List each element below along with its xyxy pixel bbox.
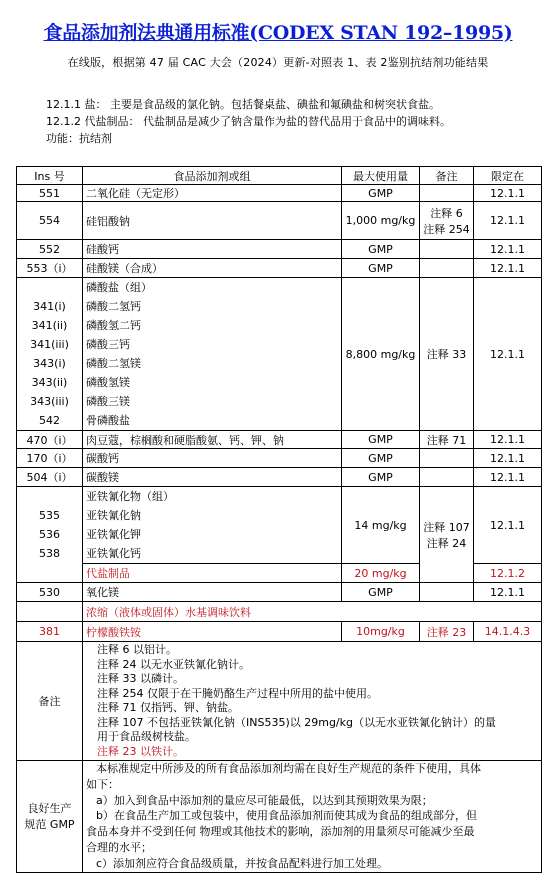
ins-code: 343(i) — [33, 357, 66, 370]
notes-row — [17, 642, 542, 761]
table-row-citrate — [17, 622, 542, 642]
max-cell: GMP — [342, 449, 420, 468]
name-cell: 硅酸钙 — [83, 240, 342, 259]
ins-code: 341(i) — [33, 300, 66, 313]
table-row — [17, 185, 542, 202]
max-cell: 14 mg/kg — [342, 487, 420, 564]
limit-cell: 12.1.1 — [474, 202, 542, 240]
limit-cell: 12.1.1 — [474, 240, 542, 259]
note-cell — [420, 583, 474, 602]
limit-cell: 12.1.1 — [474, 583, 542, 602]
gmp-line: 食品本身并不受到任何 物理或其他技术的影响，添加剂的用量须尽可能减少至最 — [86, 825, 475, 839]
ins-code: 341(ii) — [31, 319, 68, 332]
header-note: 备注 — [420, 167, 474, 185]
additives-table — [16, 166, 542, 873]
note-line: 注释 254 — [423, 222, 470, 236]
note-line: 注释 33 以磷计。 — [97, 672, 184, 685]
note-cell — [420, 449, 474, 468]
ins-cell — [17, 278, 83, 431]
ins-cell: 530 — [17, 583, 83, 602]
max-cell: GMP — [342, 259, 420, 278]
ins-cell: 381 — [17, 622, 83, 642]
additive-name: 磷酸三钙 — [86, 338, 130, 351]
note-line: 注释 6 — [430, 206, 463, 220]
name-cell: 硅铝酸钠 — [83, 202, 342, 240]
limit-cell: 12.1.1 — [474, 449, 542, 468]
header-name: 食品添加剂或组 — [83, 167, 342, 185]
max-cell: GMP — [342, 431, 420, 449]
additive-name: 磷酸二氢镁 — [86, 357, 141, 370]
ins-cell: 504（i） — [17, 468, 83, 487]
gmp-label-line: 良好生产 — [27, 802, 72, 816]
additive-name: 亚铁氰化钾 — [86, 528, 141, 541]
max-cell: 8,800 mg/kg — [342, 278, 420, 431]
name-cell: 硅酸镁（合成） — [83, 259, 342, 278]
note-cell — [420, 240, 474, 259]
additive-name: 骨磷酸盐 — [86, 414, 130, 427]
max-cell: GMP — [342, 240, 420, 259]
additive-name: 磷酸氢二钙 — [86, 319, 141, 332]
table-row-ferrocyanides — [17, 487, 542, 564]
note-line: 注释 24 以无水亚铁氰化钠计。 — [97, 657, 250, 671]
gmp-line: b）在食品生产加工或包装中，使用食品添加剂而使其成为食品的组成部分，但 — [96, 809, 477, 823]
ins-cell: 554 — [17, 202, 83, 240]
ins-code: 535 — [39, 509, 60, 522]
ins-cell: 553（i） — [17, 259, 83, 278]
notes-label: 备注 — [17, 642, 83, 761]
header-limit: 限定在 — [474, 167, 542, 185]
intro-line-salt-substitute: 12.1.2 代盐制品： 代盐制品是减少了钠含量作为盐的替代品用于食品中的调味料。 — [46, 115, 451, 128]
note-cell: 注释 33 — [420, 278, 474, 431]
additive-name: 亚铁氰化物（组） — [86, 490, 174, 503]
table-row — [17, 468, 542, 487]
table-row — [17, 583, 542, 602]
max-cell: 10mg/kg — [342, 622, 420, 642]
document-title: 食品添加剂法典通用标准(CODEX STAN 192–1995) — [43, 22, 513, 44]
limit-cell: 12.1.1 — [474, 278, 542, 431]
table-row — [17, 449, 542, 468]
ins-code: 536 — [39, 528, 60, 541]
max-cell: 20 mg/kg — [342, 564, 420, 583]
table-row — [17, 202, 542, 240]
note-line: 注释 107 不包括亚铁氰化钠（INS535)以 29mg/kg（以无水亚铁氰化钠计）的量 — [97, 715, 496, 729]
note-cell — [420, 185, 474, 202]
note-cell — [420, 259, 474, 278]
note-line: 注释 254 仅限于在干腌奶酪生产过程中所用的盐中使用。 — [97, 686, 378, 700]
name-cell: 碳酸镁 — [83, 468, 342, 487]
gmp-row — [17, 761, 542, 873]
name-cell: 二氧化硅（无定形） — [83, 185, 342, 202]
table-row — [17, 259, 542, 278]
ins-code: 343(ii) — [31, 376, 68, 389]
additive-name: 磷酸氢镁 — [86, 376, 130, 389]
ins-cell: 551 — [17, 185, 83, 202]
document-subtitle: 在线版，根据第 47 届 CAC 大会（2024）更新-对照表 1、表 2鉴别抗结剂功能结果 — [67, 56, 489, 69]
header-max: 最大使用量 — [342, 167, 420, 185]
ins-cell — [17, 602, 83, 622]
gmp-line: 本标准规定中所涉及的所有食品添加剂均需在良好生产规范的条件下使用，具体 — [96, 762, 481, 775]
ins-cell — [17, 487, 83, 583]
additive-name: 亚铁氰化钠 — [86, 509, 141, 522]
note-cell — [420, 468, 474, 487]
table-header-row — [17, 167, 542, 185]
note-line: 注释 107 — [423, 520, 470, 534]
limit-cell: 12.1.1 — [474, 259, 542, 278]
limit-cell: 14.1.4.3 — [474, 622, 542, 642]
header-ins: Ins 号 — [17, 167, 83, 185]
limit-cell: 12.1.1 — [474, 468, 542, 487]
max-cell: GMP — [342, 583, 420, 602]
additive-name: 磷酸盐（组） — [86, 281, 152, 294]
note-cell — [420, 487, 474, 583]
ins-cell: 470（i） — [17, 431, 83, 449]
name-cell: 氧化镁 — [83, 583, 342, 602]
ins-code: 538 — [39, 547, 60, 560]
name-cell: 碳酸钙 — [83, 449, 342, 468]
ins-code: 343(iii) — [30, 395, 69, 408]
table-row-phosphates — [17, 278, 542, 431]
ins-code: 542 — [39, 414, 60, 427]
limit-cell: 12.1.1 — [474, 185, 542, 202]
name-cell: 代盐制品 — [83, 564, 342, 583]
note-line: 用于食品级树枝盐。 — [97, 730, 196, 743]
name-cell: 肉豆蔻，棕榈酸和硬脂酸氨、钙、钾、钠 — [83, 431, 342, 449]
ins-code: 341(iii) — [30, 338, 69, 351]
max-cell: 1,000 mg/kg — [342, 202, 420, 240]
additive-name: 亚铁氰化钙 — [86, 547, 141, 560]
intro-line-salt: 12.1.1 盐： 主要是食品级的氯化钠。包括餐桌盐、碘盐和氟碘盐和树突状食盐。 — [46, 98, 440, 111]
note-cell: 注释 71 — [420, 431, 474, 449]
limit-cell: 12.1.1 — [474, 487, 542, 564]
limit-cell: 12.1.2 — [474, 564, 542, 583]
table-row — [17, 431, 542, 449]
note-line: 注释 6 以铝计。 — [97, 643, 177, 656]
note-cell: 注释 23 — [420, 622, 474, 642]
gmp-line: 合理的水平； — [86, 840, 152, 854]
category-cell: 浓缩（液体或固体）水基调味饮料 — [83, 602, 542, 622]
note-line: 注释 71 仅指钙、钾、钠盐。 — [97, 701, 239, 714]
limit-cell: 12.1.1 — [474, 431, 542, 449]
additive-name: 磷酸二氢钙 — [86, 300, 141, 313]
max-cell: GMP — [342, 185, 420, 202]
table-row-category — [17, 602, 542, 622]
intro-line-function: 功能：抗结剂 — [46, 132, 112, 145]
note-line: 注释 24 — [426, 536, 467, 550]
gmp-line: 如下： — [86, 777, 119, 791]
table-row — [17, 240, 542, 259]
note-line-red: 注释 23 以铁计。 — [97, 744, 184, 758]
notes-content — [83, 642, 542, 761]
gmp-label — [17, 761, 83, 873]
note-cell — [420, 202, 474, 240]
ins-cell: 170（i） — [17, 449, 83, 468]
max-cell: GMP — [342, 468, 420, 487]
gmp-content — [83, 761, 542, 873]
name-cell — [83, 487, 342, 564]
gmp-line: c）添加剂应符合食品级质量，并按食品配料进行加工处理。 — [96, 856, 389, 870]
ins-cell: 552 — [17, 240, 83, 259]
additive-name: 磷酸三镁 — [86, 395, 130, 408]
name-cell: 柠檬酸铁铵 — [83, 622, 342, 642]
name-cell — [83, 278, 342, 431]
gmp-label-line: 规范 GMP — [24, 818, 75, 832]
gmp-line: a）加入到食品中添加剂的量应尽可能最低，以达到其预期效果为限； — [96, 793, 433, 807]
